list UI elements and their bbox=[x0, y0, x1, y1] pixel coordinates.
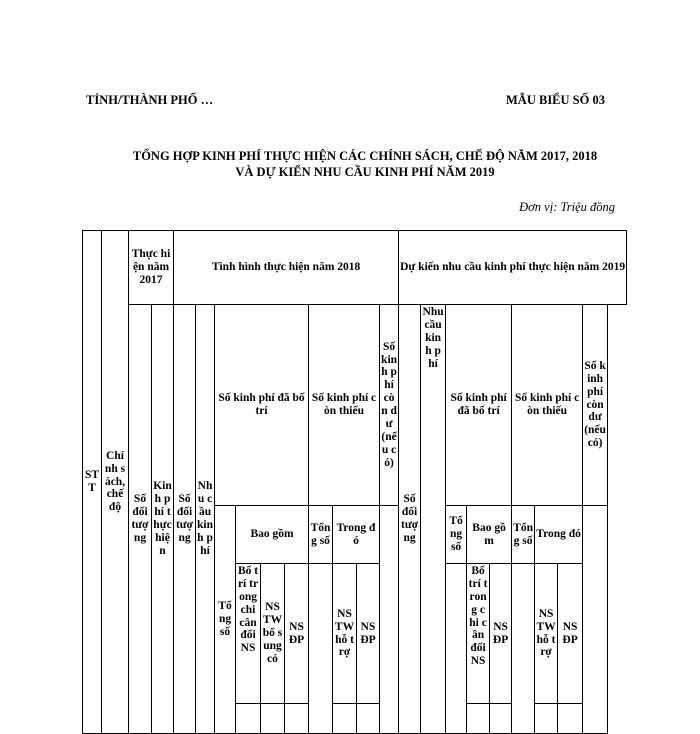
empty-cell bbox=[309, 564, 333, 734]
header-status-2018: Tình hình thực hiện năm 2018 bbox=[174, 231, 399, 305]
header-2019-local-budget: NS ĐP bbox=[490, 564, 512, 704]
header-2018-shortfall-local: NS ĐP bbox=[357, 564, 380, 704]
header-2018-central-extra: NS TW bổ sung có bbox=[261, 564, 285, 704]
empty-cell bbox=[467, 704, 490, 734]
header-2017-beneficiaries: Số đối tượng bbox=[129, 305, 152, 734]
report-title-line-2: VÀ DỰ KIẾN NHU CẦU KINH PHÍ NĂM 2019 bbox=[235, 165, 495, 179]
header-2018-shortfall: Số kinh phí còn thiếu bbox=[309, 305, 380, 506]
empty-cell bbox=[512, 564, 535, 734]
header-2019-of-which: Trong đó bbox=[535, 506, 583, 564]
header-2018-included: Bao gồm bbox=[236, 506, 309, 564]
header-2018-beneficiaries: Số đối tượng bbox=[174, 305, 196, 734]
header-2019-central-support: NS TW hỗ trợ bbox=[535, 564, 558, 704]
form-number: MẪU BIỂU SỐ 03 bbox=[506, 93, 605, 107]
empty-cell bbox=[446, 564, 467, 734]
empty-cell bbox=[261, 704, 285, 734]
empty-cell bbox=[558, 704, 583, 734]
empty-cell bbox=[285, 704, 309, 734]
empty-cell bbox=[333, 704, 357, 734]
report-title-line-1: TỔNG HỢP KINH PHÍ THỰC HIỆN CÁC CHÍNH SÁCH, CHẾ ĐỘ NĂM 2017, 2018 bbox=[132, 149, 598, 163]
header-2019-balanced: Bố trí trong chi cân đối NS bbox=[467, 564, 490, 704]
header-2018-central-support: NS TW hỗ trợ bbox=[333, 564, 357, 704]
funding-table bbox=[82, 230, 627, 734]
header-2017-actual-funding: Kinh phí thực hiện bbox=[152, 305, 174, 734]
empty-cell bbox=[380, 506, 399, 734]
header-2018-need: Nhu cầu kinh phí bbox=[196, 305, 215, 734]
header-2019-allocated-total: Tổng số bbox=[446, 506, 467, 564]
header-2018-of-which: Trong đó bbox=[333, 506, 380, 564]
header-2018-balanced: Bố trí trong chi cân đối NS bbox=[236, 564, 261, 704]
header-2019-shortfall-local: NS ĐP bbox=[558, 564, 583, 704]
header-policy: Chính sách, chế độ bbox=[102, 231, 129, 734]
header-2018-surplus: Số kinh phí còn dư (nếu có) bbox=[380, 305, 399, 506]
unit-label: Đơn vị: Triệu đồng bbox=[519, 200, 615, 214]
empty-cell bbox=[583, 506, 608, 734]
header-2019-included: Bao gồm bbox=[467, 506, 512, 564]
header-stt: STT bbox=[83, 231, 102, 734]
header-2018-allocated-total: Tổng số bbox=[215, 506, 236, 734]
header-2019-shortfall-total: Tổng số bbox=[512, 506, 535, 564]
header-2019-need: Nhu cầu kinh phí bbox=[421, 305, 446, 734]
empty-cell bbox=[490, 704, 512, 734]
empty-cell bbox=[357, 704, 380, 734]
province-label: TỈNH/THÀNH PHỐ … bbox=[86, 93, 214, 107]
header-2019-allocated: Số kinh phí đã bố trí bbox=[446, 305, 512, 506]
header-2018-local-budget: NS ĐP bbox=[285, 564, 309, 704]
header-2019-surplus: Số kinh phí còn dư (nếu có) bbox=[583, 305, 608, 506]
header-2018-allocated: Số kinh phí đã bố trí bbox=[215, 305, 309, 506]
empty-cell bbox=[535, 704, 558, 734]
header-2019-beneficiaries: Số đối tượng bbox=[399, 305, 421, 734]
empty-cell bbox=[236, 704, 261, 734]
header-forecast-2019: Dự kiến nhu cầu kinh phí thực hiện năm 2019 bbox=[399, 231, 627, 305]
header-2019-shortfall: Số kinh phí còn thiếu bbox=[512, 305, 583, 506]
header-2018-shortfall-total: Tổng số bbox=[309, 506, 333, 564]
header-exec-2017: Thực hiện năm 2017 bbox=[129, 231, 174, 305]
